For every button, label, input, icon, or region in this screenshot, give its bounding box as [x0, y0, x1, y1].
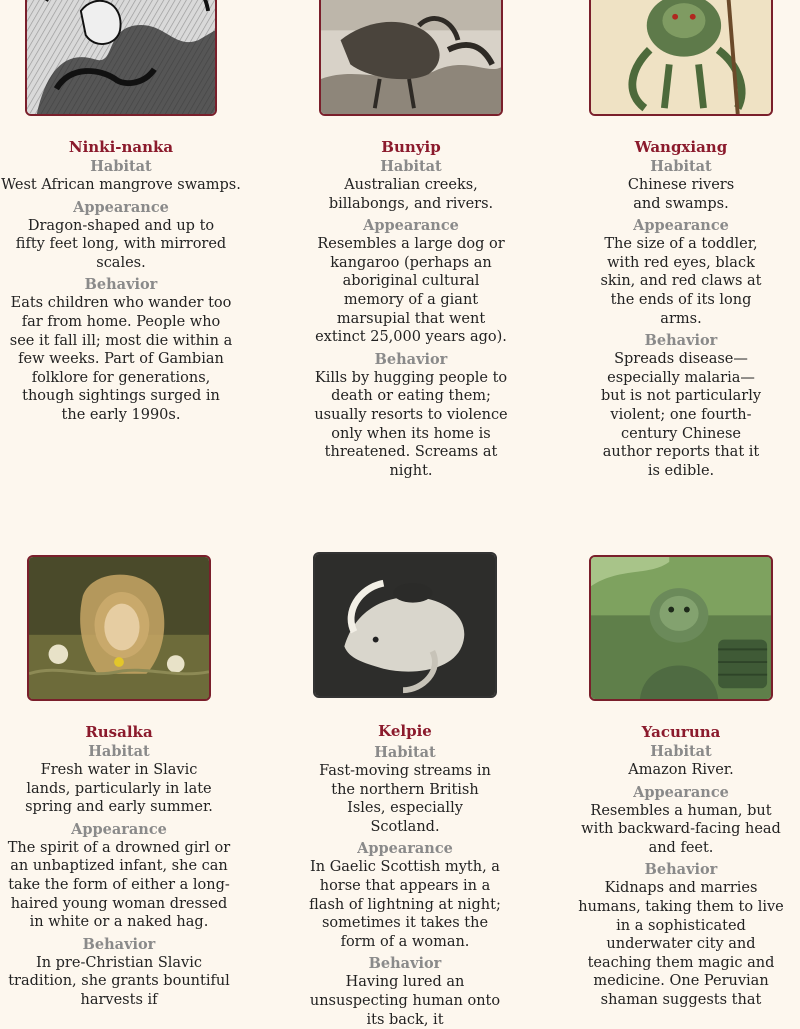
creature-name: Ninki-nanka [68, 138, 174, 156]
appearance-label: Appearance [363, 217, 459, 235]
appearance-text: Resembles a large dog or kangaroo (perhaps an aboriginal cultural memory of a giant marsupial that went extinct 25,000 years ago). [315, 236, 507, 346]
habitat-text: Fast-moving streams in the northern British Isles, especially Scotland. [319, 763, 491, 835]
creature-name: Bunyip [381, 138, 441, 156]
appearance-label: Appearance [633, 217, 729, 235]
behavior-text: Eats children who wander too far from home. People who see it fall ill; most die within a few weeks. Part of Gambian folklore for generations, though sightings surged in the early 1990s. [9, 295, 233, 423]
bunyip-image [319, 0, 503, 116]
appearance-label: Appearance [73, 198, 169, 216]
behavior-text: In pre-Christian Slavic tradition, she grants bountiful harvests if [8, 954, 230, 1008]
behavior-label: Behavior [368, 955, 442, 973]
appearance-text: Dragon-shaped and up to fifty feet long, with mirrored scales. [15, 217, 227, 271]
appearance-text: The spirit of a drowned girl or an unbaptized infant, she can take the form of either a long-haired young woman dressed in white or a naked hag. [7, 839, 231, 931]
creature-name: Kelpie [378, 722, 432, 740]
behavior-label: Behavior [644, 332, 718, 350]
creature-name: Rusalka [85, 723, 153, 741]
creature-card-wangxiang [556, 0, 800, 480]
behavior-label: Behavior [82, 935, 156, 953]
appearance-text: The size of a toddler, with red eyes, black skin, and red claws at the ends of its long arms. [600, 236, 762, 327]
creature-card-bunyip [286, 0, 536, 480]
ninki-nanka-image [25, 0, 217, 116]
creature-card-kelpie [280, 552, 530, 1029]
habitat-text: West African mangrove swamps. [1, 177, 241, 193]
habitat-label: Habitat [374, 744, 436, 761]
behavior-label: Behavior [644, 861, 718, 879]
appearance-label: Appearance [633, 783, 729, 801]
kelpie-image [313, 552, 497, 698]
habitat-label: Habitat [90, 158, 152, 175]
habitat-text: Chinese rivers and swamps. [627, 177, 735, 212]
habitat-label: Habitat [650, 743, 712, 760]
habitat-label: Habitat [88, 743, 150, 760]
rusalka-image [27, 555, 211, 701]
habitat-text: Australian creeks, billabongs, and rivers. [328, 177, 494, 212]
appearance-text: In Gaelic Scottish myth, a horse that appears in a flash of lightning at night; sometimes it takes the form of a woman. [309, 859, 501, 950]
wangxiang-image [589, 0, 773, 116]
behavior-text: Kills by hugging people to death or eating them; usually resorts to violence only when its home is threatened. Screams at night. [314, 369, 508, 479]
creature-card-ninki-nanka [0, 0, 246, 425]
habitat-label: Habitat [380, 158, 442, 175]
behavior-text: Spreads disease—especially malaria—but is not particularly violent; one fourth-century Chinese author reports that it is edible. [600, 351, 762, 479]
appearance-text: Resembles a human, but with backward-facing head and feet. [581, 802, 781, 856]
behavior-text: Having lured an unsuspecting human onto its back, it [309, 974, 501, 1028]
behavior-label: Behavior [84, 276, 158, 294]
creature-name: Wangxiang [634, 138, 728, 156]
habitat-text: Amazon River. [628, 762, 734, 778]
creature-card-yacuruna [556, 555, 800, 1010]
creature-name: Yacuruna [641, 723, 721, 741]
behavior-label: Behavior [374, 350, 448, 368]
behavior-text: Kidnaps and marries humans, taking them to live in a sophisticated underwater city and teaching them magic and medicine. One Peruvian shaman suggests that [578, 880, 784, 1008]
appearance-label: Appearance [71, 820, 167, 838]
appearance-label: Appearance [357, 840, 453, 858]
habitat-label: Habitat [650, 158, 712, 175]
habitat-text: Fresh water in Slavic lands, particularly in late spring and early summer. [25, 762, 213, 816]
creature-card-rusalka [0, 555, 244, 1010]
yacuruna-image [589, 555, 773, 701]
